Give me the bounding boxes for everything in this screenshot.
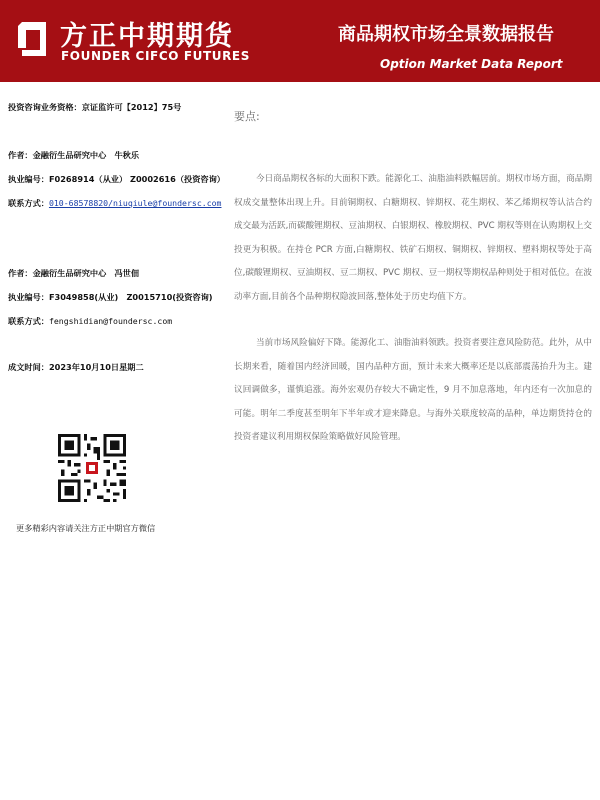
summary-heading: 要点: [234, 110, 260, 123]
author2-contact [8, 316, 172, 327]
author2-line: 作者：金融衍生品研究中心 冯世佃 [8, 268, 140, 278]
wechat-qr-code [58, 434, 126, 502]
brand-name-cn: 方正中期期货 [60, 21, 234, 52]
summary-paragraph-1: 今日商品期权各标的大面积下跌。能源化工、油脂油料跌幅居前。期权市场方面，商品期权成交量整体出现上升。目前铜期权、白糖期权、锌期权、花生期权、苯乙烯期权等认沽合约成交最为活跃,而碳酸锂期权、豆油期权、白银期权、橡胶期权、PVC 期权等则在认购期权上交投更为积极。在持仓 PCR 方面,白糖期权、铁矿石期权、铜期权、锌期权、塑料期权等处于高位,碳酸锂期权、豆油期权、豆二期权、PVC 期权、豆一期权等期权品种则处于相对低位。在波动率方面,目前各个品种期权隐波回落,整体处于历史均值下方。 [234, 174, 592, 302]
author1-contact-link[interactable]: 010-68578820/niuqiule@foundersc.com [48, 198, 222, 208]
report-subtitle: Option Market Data Report [380, 57, 563, 71]
author1-license: 执业编号：F0268914（从业） Z0002616（投资咨询） [8, 174, 225, 184]
author1-line: 作者：金融衍生品研究中心 牛秋乐 [8, 150, 140, 160]
brand-name-en: FOUNDER CIFCO FUTURES [61, 49, 250, 63]
contact-label: 联系方式： [8, 316, 49, 326]
publish-date: 成文时间：2023年10月10日星期二 [8, 362, 144, 372]
report-title: 商品期权市场全景数据报告 [338, 24, 554, 45]
author2-contact-email: fengshidian@foundersc.com [48, 316, 173, 326]
qualification-text: 投资咨询业务资格：京证监许可【2012】75号 [8, 102, 182, 112]
author2-license: 执业编号：F3049858(从业) Z0015710(投资咨询) [8, 292, 213, 302]
qr-caption: 更多精彩内容请关注方正中期官方微信 [16, 523, 156, 533]
founder-logo-icon [12, 18, 50, 60]
contact-label: 联系方式： [8, 198, 49, 208]
report-header [0, 0, 600, 82]
author1-contact [8, 198, 221, 209]
summary-paragraph-2: 当前市场风险偏好下降。能源化工、油脂油料领跌。投资者要注意风险防范。此外，从中长期来看，随着国内经济回暖，国内品种方面，预计未来大概率还是以底部震荡抬升为主。建议回调做多，谨慎追涨。海外宏观仍存较大不确定性，9 月不加息落地，年内还有一次加息的可能。明年二季度甚至明年下半年或才迎来降息。与海外关联度较高的品种，单边期货持仓的投资者建议利用期权保险策略做好风险管理。 [234, 338, 592, 442]
